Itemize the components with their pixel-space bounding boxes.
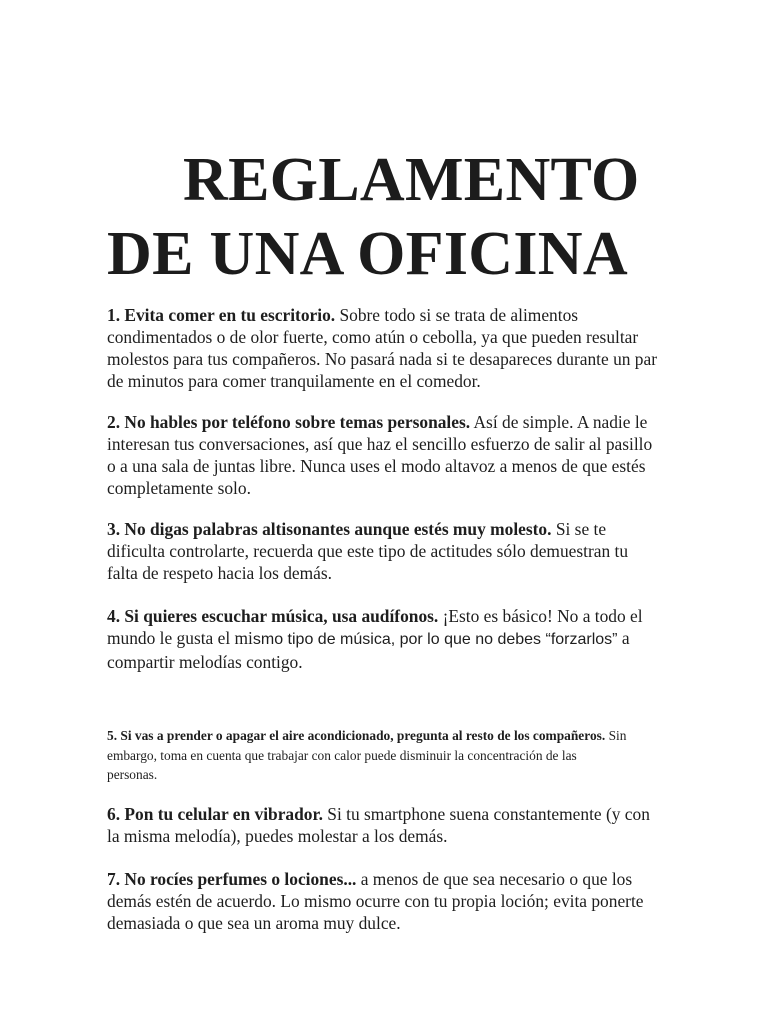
rule-5-text: Sin embargo, toma en cuenta que trabajar con calor puede disminuir la concentración de las personas. [107, 728, 627, 782]
rule-1 [107, 304, 662, 392]
rule-6 [107, 803, 662, 847]
rule-1-text: Sobre todo si se trata de alimentos condimentados o de olor fuerte, como atún o cebolla, ya que pueden resultar molestos para tus compañeros. No pasará nada si te desapareces durante un par de minutos para comer tranquilamente en el comedor. [107, 305, 658, 391]
rule-1-heading: 1. Evita comer en tu escritorio. [107, 305, 336, 325]
rule-7-heading: 7. No rocíes perfumes o lociones... [107, 869, 357, 889]
title-line-2: DE UNA OFICINA [107, 220, 628, 288]
rule-3-text: Si se te dificulta controlarte, recuerda que este tipo de actitudes sólo demuestran tu falta de respeto hacia los demás. [107, 519, 629, 583]
rule-4-heading: 4. Si quieres escuchar música, usa audífonos. [107, 606, 439, 626]
document-title [107, 143, 707, 291]
rule-4-text-b: smo tipo de música, por lo que no debes “forzarlos” [252, 631, 618, 648]
rule-7-text: a menos de que sea necesario o que los demás estén de acuerdo. Lo mismo ocurre con tu propia loción; evita ponerte demasiada o que sea un aroma muy dulce. [107, 869, 644, 933]
rule-3-heading: 3. No digas palabras altisonantes aunque estés muy molesto. [107, 519, 552, 539]
rule-6-heading: 6. Pon tu celular en vibrador. [107, 804, 323, 824]
rule-4-text-a: ¡Esto es básico! No a todo el mundo le gusta el mi [107, 606, 643, 648]
rule-5-heading: 5. Si vas a prender o apagar el aire acondicionado, pregunta al resto de los compañeros. [107, 728, 606, 743]
title-line-1: REGLAMENTO [183, 146, 640, 214]
rule-4-text-c: a compartir melodías contigo. [107, 628, 630, 672]
rule-2-heading: 2. No hables por teléfono sobre temas personales. [107, 412, 471, 432]
rule-4 [107, 605, 662, 673]
rule-7 [107, 868, 662, 934]
rule-2-text: Así de simple. A nadie le interesan tus conversaciones, así que haz el sencillo esfuerzo de salir al pasillo o a una sala de juntas libre. Nunca uses el modo altavoz a menos de que estés completamente solo. [107, 412, 653, 498]
rule-3 [107, 518, 662, 584]
rule-5 [107, 726, 627, 785]
rule-6-text: Si tu smartphone suena constantemente (y con la misma melodía), puedes molestar a los demás. [107, 804, 650, 846]
rule-2 [107, 411, 662, 499]
